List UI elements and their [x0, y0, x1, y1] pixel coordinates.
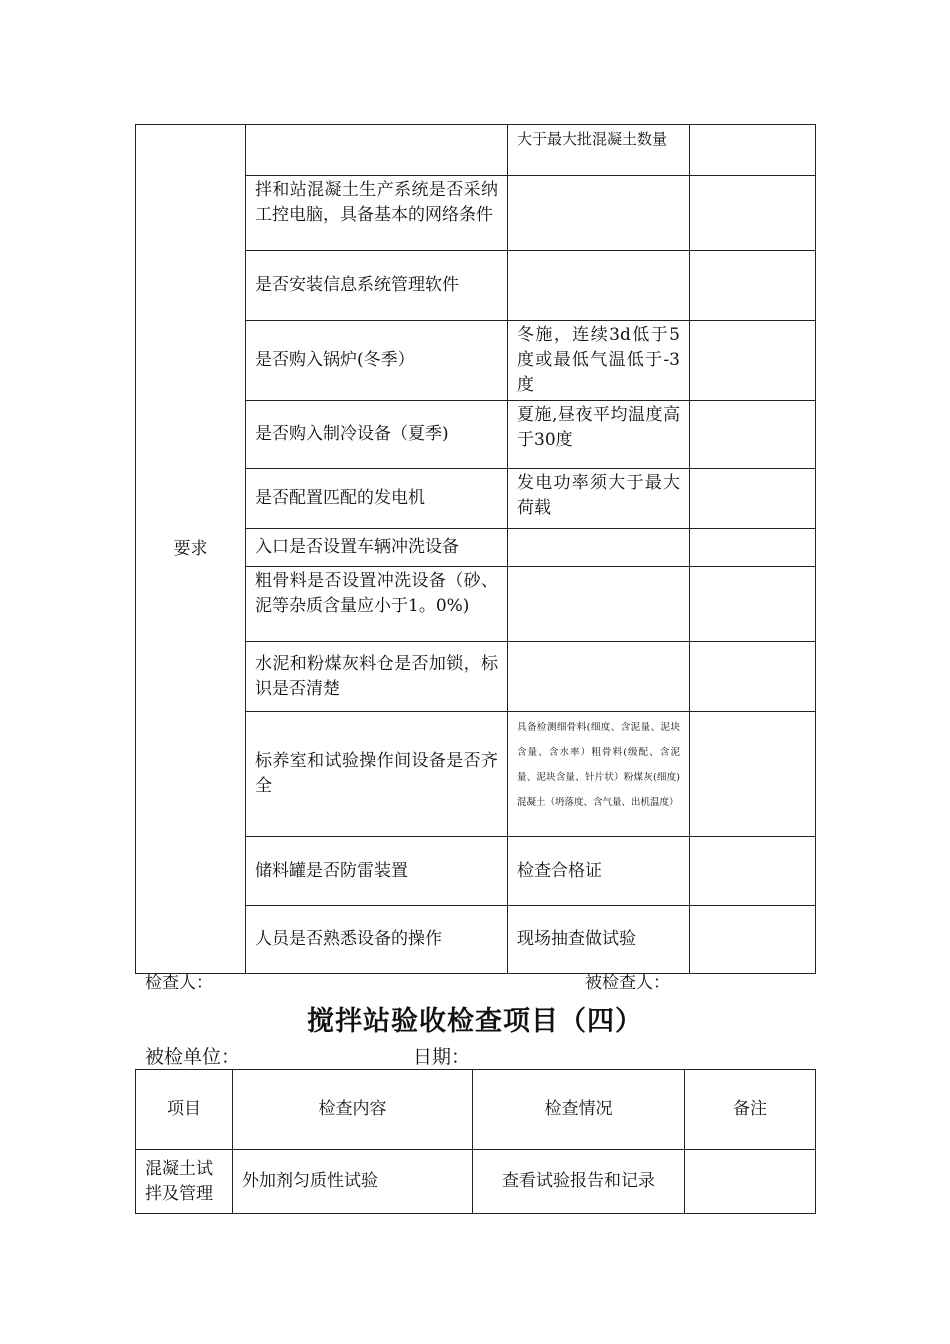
- header-project: 项目: [136, 1070, 233, 1150]
- note-cell: [690, 401, 816, 469]
- note-cell: [690, 251, 816, 321]
- note-cell: [690, 712, 816, 837]
- item-cell: 是否配置匹配的发电机: [246, 469, 508, 529]
- item-cell: [246, 125, 508, 176]
- item-cell: 水泥和粉煤灰料仓是否加锁，标识是否清楚: [246, 642, 508, 712]
- inspected-party-label: 被检查人：: [585, 973, 670, 993]
- item-cell: 储料罐是否防雷装置: [246, 837, 508, 906]
- inspection-table-continued: [135, 124, 816, 974]
- note-cell: [690, 837, 816, 906]
- note-cell: [690, 642, 816, 712]
- content-cell: 外加剂匀质性试验: [233, 1150, 473, 1214]
- inspection-table-four: [135, 1069, 816, 1214]
- table-row: [136, 1150, 816, 1214]
- note-cell: [690, 469, 816, 529]
- inspector-label: 检查人：: [145, 973, 213, 993]
- header-note: 备注: [685, 1070, 816, 1150]
- item-cell: 入口是否设置车辆冲洗设备: [246, 529, 508, 567]
- item-cell: 拌和站混凝土生产系统是否采纳工控电脑，具备基本的网络条件: [246, 176, 508, 251]
- note-cell: [690, 529, 816, 567]
- category-cell: 要求: [136, 125, 246, 974]
- standard-cell: 检查合格证: [508, 837, 690, 906]
- note-cell: [685, 1150, 816, 1214]
- date-label: 日期：: [413, 1046, 471, 1068]
- inspected-unit-label: 被检单位：: [145, 1046, 241, 1068]
- item-cell: 是否安装信息系统管理软件: [246, 251, 508, 321]
- standard-cell: 发电功率须大于最大荷载: [508, 469, 690, 529]
- table-header-row: [136, 1070, 816, 1150]
- note-cell: [690, 567, 816, 642]
- result-cell: 查看试验报告和记录: [473, 1150, 685, 1214]
- item-cell: 标养室和试验操作间设备是否齐全: [246, 712, 508, 837]
- standard-cell: [508, 176, 690, 251]
- standard-cell: 夏施,昼夜平均温度高于30度: [508, 401, 690, 469]
- note-cell: [690, 125, 816, 176]
- standard-cell: [508, 642, 690, 712]
- standard-cell: [508, 251, 690, 321]
- item-cell: 粗骨料是否设置冲洗设备（砂、泥等杂质含量应小于1。0%): [246, 567, 508, 642]
- item-cell: 人员是否熟悉设备的操作: [246, 906, 508, 974]
- standard-cell: 现场抽查做试验: [508, 906, 690, 974]
- note-cell: [690, 321, 816, 401]
- item-cell: 是否购入制冷设备（夏季): [246, 401, 508, 469]
- standard-cell: 具备检测细骨料(细度、含泥量、泥块含量、含水率）粗骨料(级配、含泥量、泥块含量、针片状）粉煤灰(细度)混凝土（坍落度、含气量、出机温度）: [508, 712, 690, 837]
- standard-cell: [508, 529, 690, 567]
- table-row: [136, 125, 816, 176]
- header-content: 检查内容: [233, 1070, 473, 1150]
- note-cell: [690, 906, 816, 974]
- standard-cell: 大于最大批混凝土数量: [508, 125, 690, 176]
- header-result: 检查情况: [473, 1070, 685, 1150]
- standard-cell: [508, 567, 690, 642]
- project-cell: 混凝土试拌及管理: [136, 1150, 233, 1214]
- section-title: 搅拌站验收检查项目（四）: [307, 1006, 643, 1037]
- note-cell: [690, 176, 816, 251]
- item-cell: 是否购入锅炉(冬季）: [246, 321, 508, 401]
- standard-cell: 冬施，连续3d低于5度或最低气温低于-3度: [508, 321, 690, 401]
